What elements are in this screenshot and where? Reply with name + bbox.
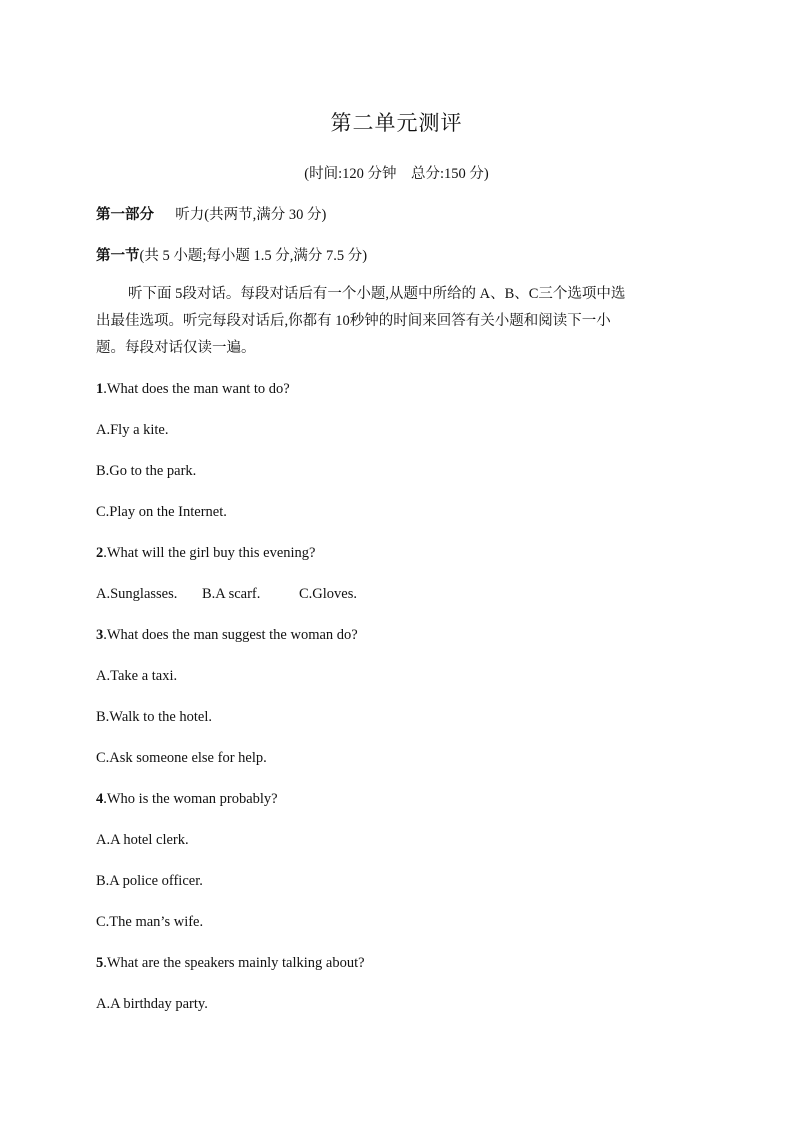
page-subtitle: (时间:120 分钟 总分:150 分): [304, 166, 489, 182]
option-1c: C.Play on the Internet.: [96, 504, 227, 520]
option-5a: A.A birthday party.: [96, 996, 208, 1012]
option-4a: A.A hotel clerk.: [96, 832, 189, 848]
question-number: 4: [96, 791, 104, 807]
option-1b: B.Go to the park.: [96, 463, 197, 479]
question-number: 3: [96, 627, 104, 643]
question-number: 1: [96, 381, 104, 397]
part-heading: [96, 203, 326, 224]
option-2a: A.Sunglasses.: [96, 586, 178, 602]
option-3b: B.Walk to the hotel.: [96, 709, 213, 725]
question-1: [96, 381, 290, 398]
part-text: 听力(共两节,满分 30 分): [175, 207, 327, 223]
part-label: 第一部分: [96, 207, 154, 223]
section-label: 第一节: [96, 248, 140, 264]
question-number: 5: [96, 955, 104, 971]
option-3c: C.Ask someone else for help.: [96, 750, 267, 766]
question-text: .Who is the woman probably?: [103, 791, 278, 807]
options-row-2: [96, 586, 357, 603]
question-text: .What does the man want to do?: [103, 381, 290, 397]
option-2c: C.Gloves.: [299, 586, 357, 602]
instructions-line-2: 出最佳选项。听完每段对话后,你都有 10秒钟的时间来回答有关小题和阅读下一小: [96, 313, 611, 329]
option-4c: C.The man’s wife.: [96, 914, 204, 930]
question-2: [96, 545, 315, 562]
section-text: (共 5 小题;每小题 1.5 分,满分 7.5 分): [139, 248, 368, 264]
page-title: 第二单元测评: [330, 111, 463, 135]
option-4b: B.A police officer.: [96, 873, 203, 889]
question-text: .What will the girl buy this evening?: [103, 545, 316, 561]
instructions-line-1: 听下面 5段对话。每段对话后有一个小题,从题中所给的 A、B、C三个选项中选: [128, 286, 626, 302]
option-2b: B.A scarf.: [202, 586, 261, 602]
section-heading: [96, 244, 367, 265]
question-number: 2: [96, 545, 104, 561]
question-3: [96, 627, 358, 644]
option-3a: A.Take a taxi.: [96, 668, 178, 684]
question-text: .What does the man suggest the woman do?: [103, 627, 358, 643]
instructions-paragraph: [96, 281, 696, 362]
question-4: [96, 791, 278, 808]
question-text: .What are the speakers mainly talking about?: [103, 955, 365, 971]
option-1a: A.Fly a kite.: [96, 422, 169, 438]
instructions-line-3: 题。每段对话仅读一遍。: [96, 340, 256, 356]
question-5: [96, 955, 365, 972]
